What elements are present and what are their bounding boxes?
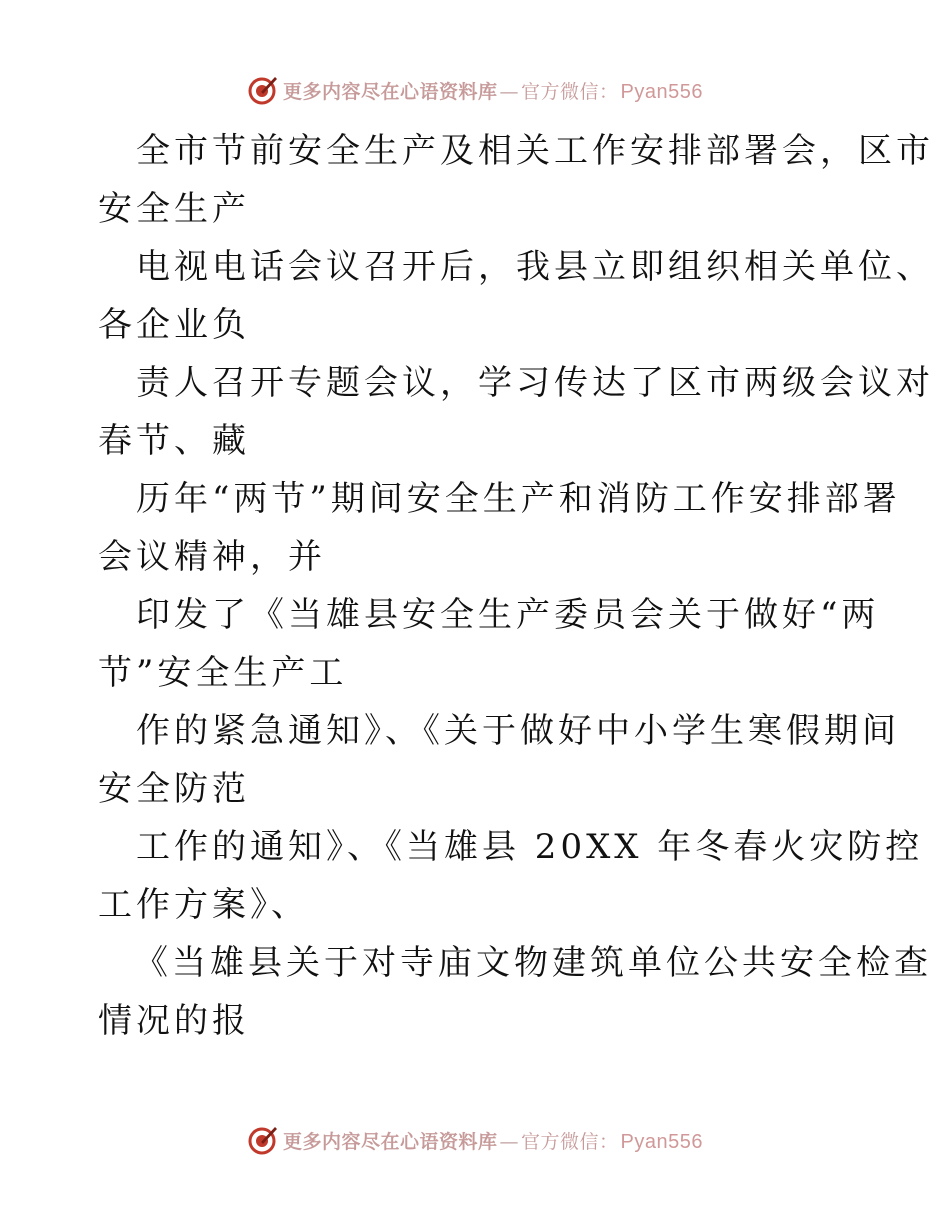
body-line: 工作方案》、 — [98, 885, 309, 925]
separator-dash: — — [499, 1130, 520, 1153]
body-line: 作的紧急通知》、《关于做好中小学生寒假期间 — [136, 711, 900, 751]
wechat-id: Pyan556 — [620, 1130, 703, 1153]
body-line: 春节、藏 — [98, 421, 250, 461]
footer-banner — [0, 1120, 950, 1160]
site-name-text: 更多内容尽在心语资料库 — [283, 80, 498, 103]
document-body — [98, 122, 934, 1050]
red-seal-pen-logo-icon — [247, 1124, 279, 1156]
body-line: 电视电话会议召开后，我县立即组织相关单位、 — [136, 247, 934, 287]
official-wechat-label: 官方微信： — [521, 80, 619, 103]
body-line: 各企业负 — [98, 305, 250, 345]
body-line: 印发了《当雄县安全生产委员会关于做好“两 — [136, 595, 880, 635]
body-line: 历年“两节”期间安全生产和消防工作安排部署 — [136, 479, 901, 519]
body-line: 工作的通知》、《当雄县 20XX 年冬春火灾防控 — [136, 827, 924, 867]
body-line: 情况的报 — [98, 1001, 250, 1041]
red-seal-pen-logo-icon — [247, 74, 279, 106]
body-line: 全市节前安全生产及相关工作安排部署会，区市 — [136, 131, 934, 171]
body-line: 《当雄县关于对寺庙文物建筑单位公共安全检查 — [134, 943, 932, 983]
official-wechat-label: 官方微信： — [521, 1130, 619, 1153]
body-line: 会议精神，并 — [98, 537, 326, 577]
body-line: 节”安全生产工 — [98, 653, 348, 693]
body-line: 责人召开专题会议，学习传达了区市两级会议对 — [136, 363, 934, 403]
body-line: 安全生产 — [98, 189, 250, 229]
header-banner — [0, 70, 950, 110]
separator-dash: — — [499, 80, 520, 103]
site-name-text: 更多内容尽在心语资料库 — [283, 1130, 498, 1153]
wechat-id: Pyan556 — [620, 80, 703, 103]
body-line: 安全防范 — [98, 769, 250, 809]
